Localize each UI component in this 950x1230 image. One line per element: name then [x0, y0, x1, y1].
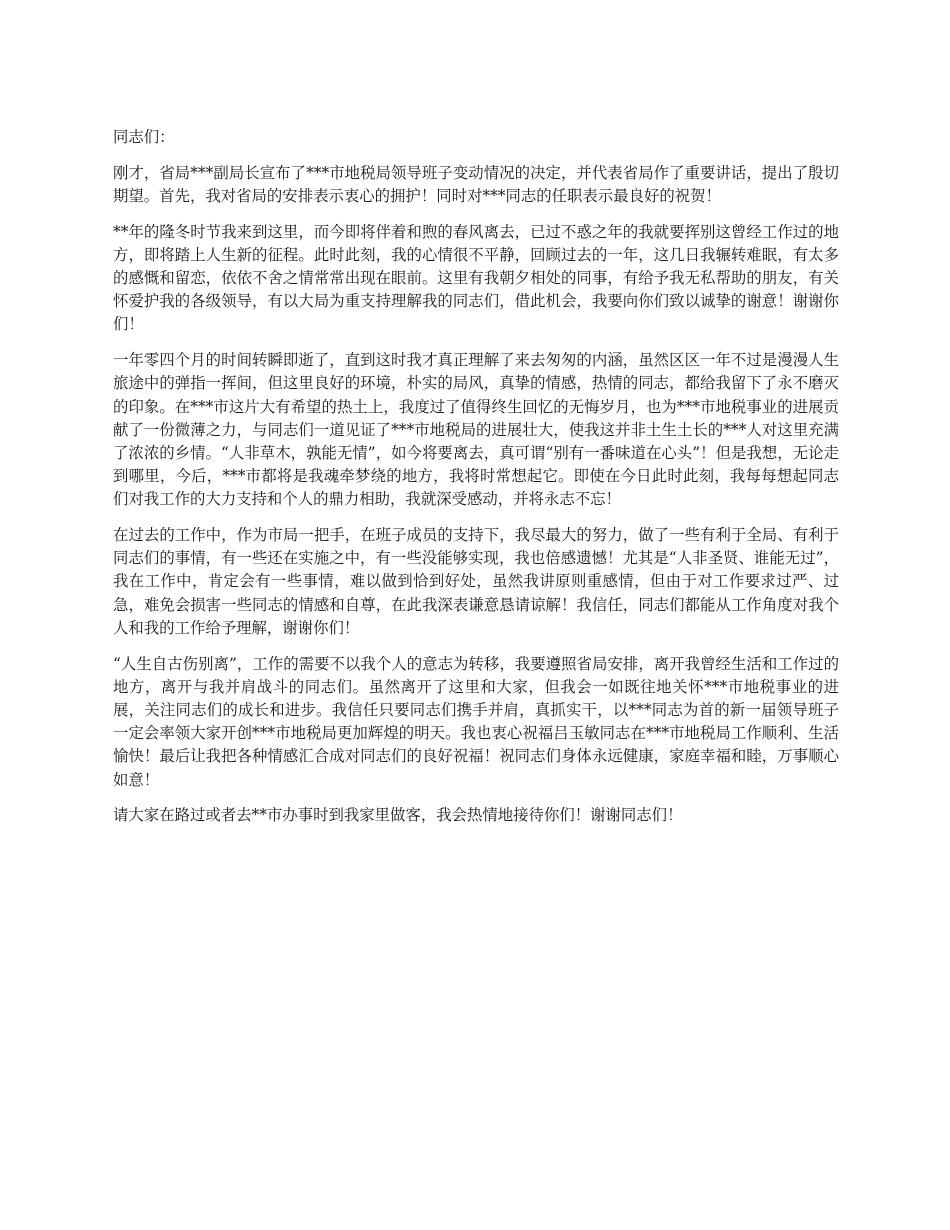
- greeting: 同志们：: [113, 128, 175, 146]
- paragraph-announcement: 刚才，省局***副局长宣布了***市地税局领导班子变动情况的决定，并代表省局作了重要讲话，提出了殷切期望。首先，我对省局的安排表示衷心的拥护！同时对***同志的任职表示最良好的祝贺！: [113, 163, 839, 205]
- document-body: [113, 126, 839, 840]
- paragraph-reflection: 一年零四个月的时间转瞬即逝了，直到这时我才真正理解了来去匆匆的内涵，虽然区区一年不过是漫漫人生旅途中的弹指一挥间，但这里良好的环境，朴实的局风，真挚的情感，热情的同志，都给我留下了永不磨灭的印象。在***市这片大有希望的热土上，我度过了值得终生回忆的无悔岁月，也为***市地税事业的进展贡献了一份微薄之力，与同志们一道见证了***市地税局的进展壮大，使我这并非土生土长的***人对这里充满了浓浓的乡情。“人非草木，孰能无情”，如今将要离去，真可谓“别有一番味道在心头”！但是我想，无论走到哪里，今后，***市都将是我魂牵梦绕的地方，我将时常想起它。即使在今日此时此刻，我每每想起同志们对我工作的大力支持和个人的鼎力相助，我就深受感动，并将永志不忘！: [113, 351, 839, 509]
- paragraph-work-review: 在过去的工作中，作为市局一把手，在班子成员的支持下，我尽最大的努力，做了一些有利于全局、有利于同志们的事情，有一些还在实施之中，有一些没能够实现，我也倍感遗憾！尤其是“人非圣贤、谁能无过”，我在工作中，肯定会有一些事情，难以做到恰到好处，虽然我讲原则重感情，但由于对工作要求过严、过急，难免会损害一些同志的情感和自尊，在此我深表谦意恳请谅解！我信任，同志们都能从工作角度对我个人和我的工作给予理解，谢谢你们！: [113, 526, 839, 637]
- paragraph-blessing: “人生自古伤别离”，工作的需要不以我个人的意志为转移，我要遵照省局安排，离开我曾经生活和工作过的地方，离开与我并肩战斗的同志们。虽然离开了这里和大家，但我会一如既往地关怀***市地税事业的进展，关注同志们的成长和进步。我信任只要同志们携手并肩，真抓实干，以***同志为首的新一届领导班子一定会率领大家开创***市地税局更加辉煌的明天。我也衷心祝福吕玉敏同志在***市地税局工作顺利、生活愉快！最后让我把各种情感汇合成对同志们的良好祝福！祝同志们身体永远健康，家庭幸福和睦，万事顺心如意！: [113, 654, 839, 789]
- paragraph-farewell: **年的隆冬时节我来到这里，而今即将伴着和煦的春风离去，已过不惑之年的我就要挥别这曾经工作过的地方，即将踏上人生新的征程。此时此刻，我的心情很不平静，回顾过去的一年，这几日我辗转难眠，有太多的感慨和留恋，依依不舍之情常常出现在眼前。这里有我朝夕相处的同事，有给予我无私帮助的朋友，有关怀爱护我的各级领导，有以大局为重支持理解我的同志们，借此机会，我要向你们致以诚挚的谢意！谢谢你们！: [113, 222, 839, 334]
- paragraph-invitation: 请大家在路过或者去**市办事时到我家里做客，我会热情地接待你们！谢谢同志们！: [113, 806, 683, 825]
